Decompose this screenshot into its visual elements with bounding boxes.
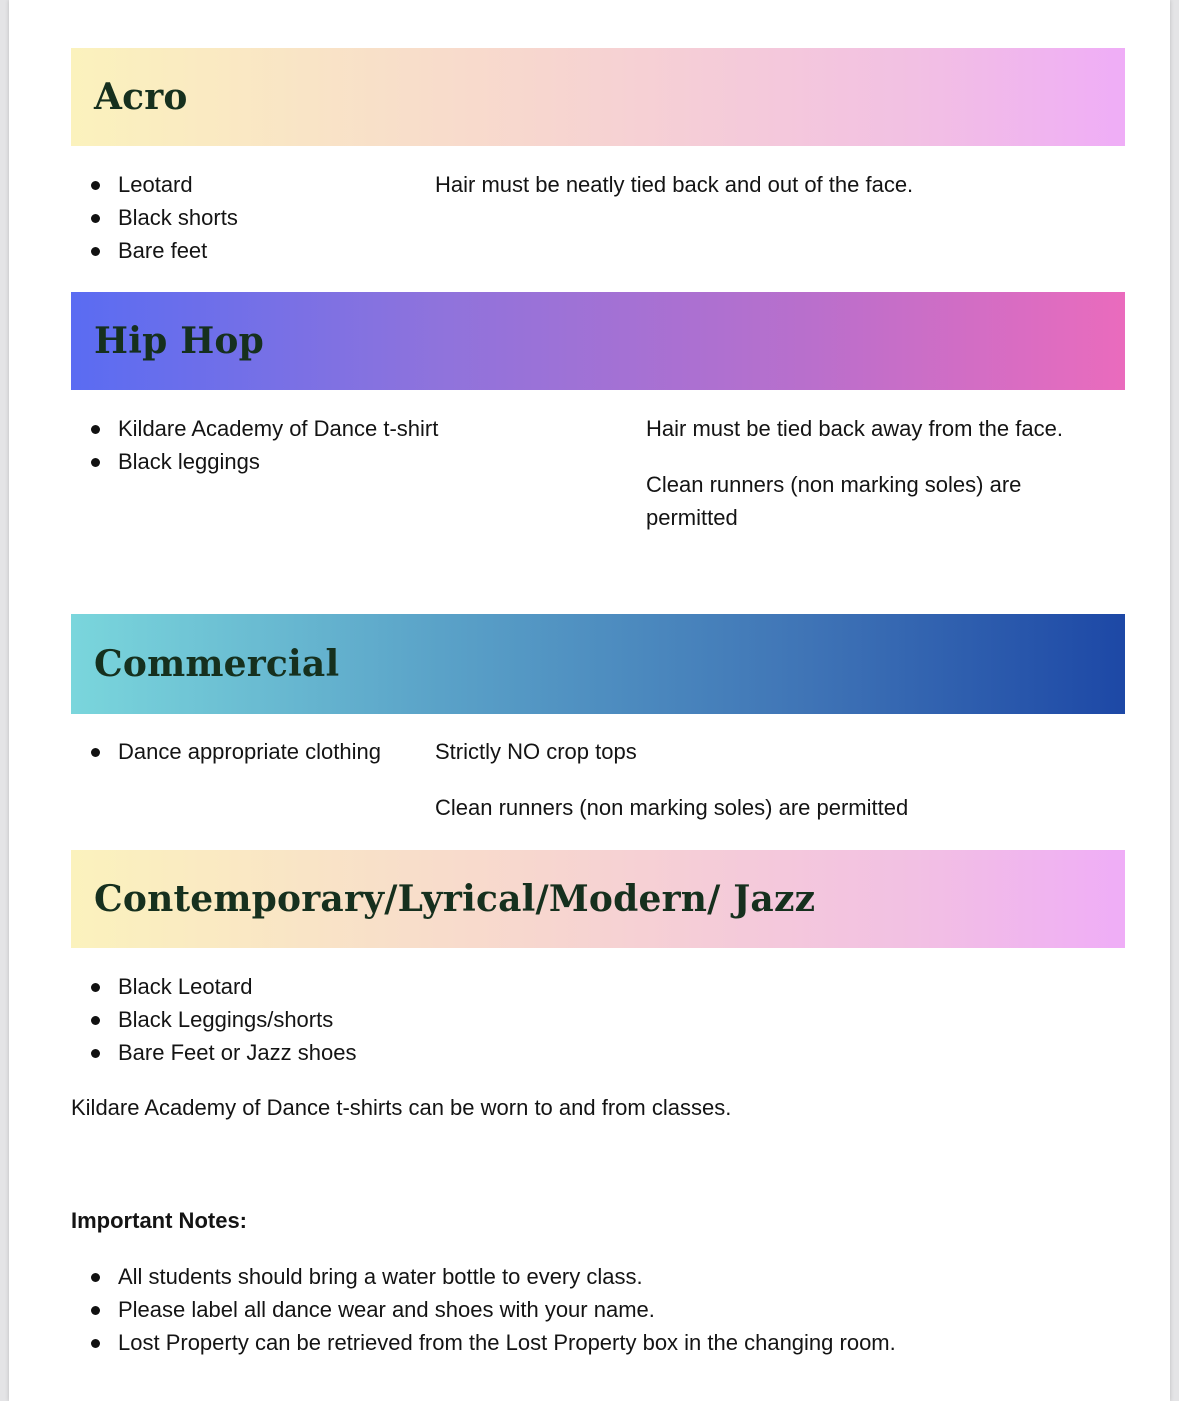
contemporary-items-list	[71, 970, 356, 1069]
list-item	[71, 201, 238, 234]
bullet-icon	[91, 1339, 100, 1348]
hiphop-title: Hip Hop	[94, 320, 264, 362]
list-item	[71, 970, 356, 1003]
bullet-icon	[91, 1306, 100, 1315]
bullet-icon	[91, 1049, 100, 1058]
commercial-banner	[71, 614, 1125, 714]
list-item	[71, 1293, 896, 1326]
list-item-text: Lost Property can be retrieved from the Lost Property box in the changing room.	[118, 1330, 896, 1355]
bullet-icon	[91, 214, 100, 223]
list-item	[71, 1036, 356, 1069]
list-item-text: Kildare Academy of Dance t-shirt	[118, 416, 439, 441]
list-item-text: Black Leotard	[118, 974, 253, 999]
bullet-icon	[91, 425, 100, 434]
list-item	[71, 234, 238, 267]
list-item	[71, 1326, 896, 1359]
list-item-text: Bare Feet or Jazz shoes	[118, 1040, 357, 1065]
list-item-text: Black leggings	[118, 449, 260, 474]
bullet-icon	[91, 1273, 100, 1282]
hiphop-note-runners-cont: permitted	[646, 505, 738, 530]
list-item	[71, 735, 381, 768]
list-item	[71, 1260, 896, 1293]
bullet-icon	[91, 247, 100, 256]
hiphop-banner	[71, 292, 1125, 390]
hiphop-note-hair: Hair must be tied back away from the face.	[646, 416, 1063, 441]
list-item	[71, 445, 438, 478]
acro-items-list	[71, 168, 238, 267]
list-item-text: Leotard	[118, 172, 193, 197]
acro-title: Acro	[94, 76, 188, 118]
list-item	[71, 168, 238, 201]
acro-note: Hair must be neatly tied back and out of the face.	[435, 172, 914, 197]
document-page	[9, 0, 1170, 1401]
bullet-icon	[91, 181, 100, 190]
list-item	[71, 412, 438, 445]
bullet-icon	[91, 1016, 100, 1025]
hiphop-note-runners: Clean runners (non marking soles) are	[646, 472, 1022, 497]
bullet-icon	[91, 983, 100, 992]
hiphop-items-list	[71, 412, 438, 478]
important-notes-heading: Important Notes:	[71, 1208, 247, 1233]
list-item-text: All students should bring a water bottle to every class.	[118, 1264, 643, 1289]
tshirt-note: Kildare Academy of Dance t-shirts can be worn to and from classes.	[71, 1095, 732, 1120]
bullet-icon	[91, 748, 100, 757]
list-item	[71, 1003, 356, 1036]
contemporary-title: Contemporary/Lyrical/Modern/ Jazz	[94, 878, 816, 920]
commercial-items-list	[71, 735, 381, 768]
commercial-note-runners: Clean runners (non marking soles) are permitted	[435, 795, 909, 820]
list-item-text: Black Leggings/shorts	[118, 1007, 334, 1032]
list-item-text: Please label all dance wear and shoes with your name.	[118, 1297, 655, 1322]
commercial-title: Commercial	[94, 643, 340, 685]
list-item-text: Black shorts	[118, 205, 238, 230]
important-notes-list	[71, 1260, 896, 1359]
bullet-icon	[91, 458, 100, 467]
acro-banner	[71, 48, 1125, 146]
contemporary-banner	[71, 850, 1125, 948]
list-item-text: Bare feet	[118, 238, 208, 263]
commercial-note-crop: Strictly NO crop tops	[435, 739, 637, 764]
list-item-text: Dance appropriate clothing	[118, 739, 381, 764]
